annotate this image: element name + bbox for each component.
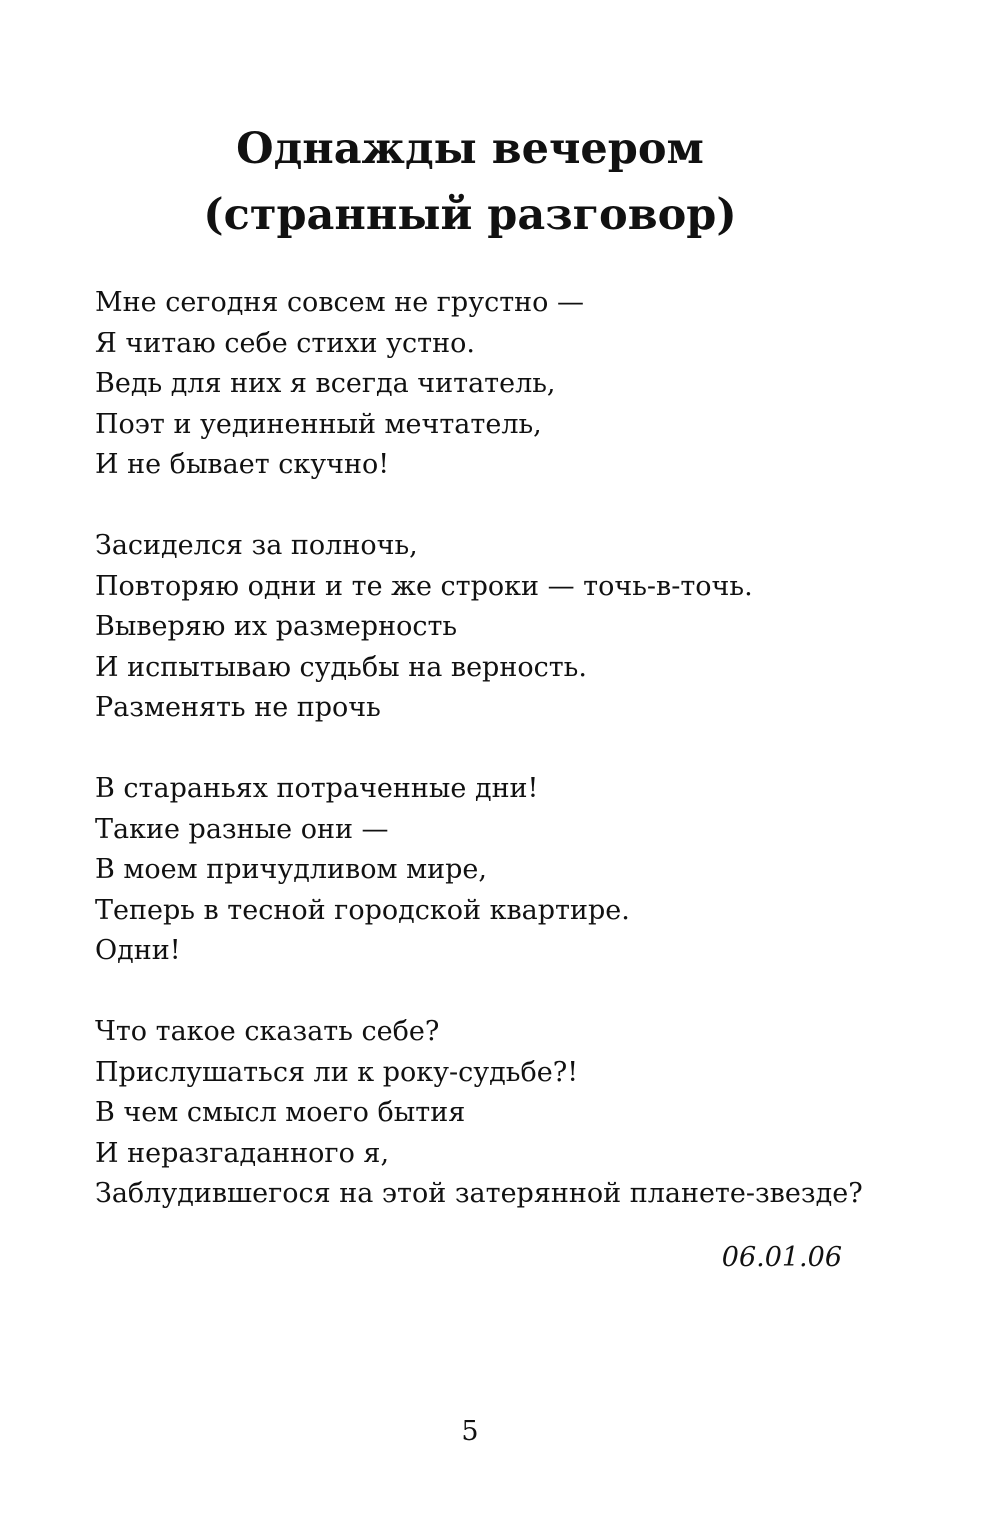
poem-line: Выверяю их размерность	[95, 611, 458, 642]
poem-line: Поэт и уединенный мечтатель,	[95, 408, 542, 440]
poem-line: Засиделся за полночь,	[95, 530, 418, 561]
poem-line: Мне сегодня совсем не грустно —	[95, 287, 584, 318]
poem-line: В стараньях потраченные дни!	[95, 773, 539, 804]
poem-date: 06.01.06	[721, 1242, 842, 1273]
poem-line: И неразгаданного я,	[95, 1137, 390, 1169]
poem-line: Заблудившегося на этой затерянной планете-звезде?	[95, 1178, 863, 1209]
poem-line: И испытываю судьбы на верность.	[95, 651, 587, 683]
stanza-2	[95, 526, 915, 729]
poem-title	[0, 116, 940, 248]
poem-line: И не бывает скучно!	[95, 449, 390, 480]
poem-line: Одни!	[95, 935, 181, 966]
page-number: 5	[461, 1416, 479, 1447]
poem-line: Теперь в тесной городской квартире.	[95, 894, 630, 926]
stanza-4	[95, 1012, 915, 1215]
poem-line: Прислушаться ли к року-судьбе?!	[95, 1056, 579, 1088]
poem-line: Я читаю себе стихи устно.	[95, 327, 475, 359]
poem-line: Ведь для них я всегда читатель,	[95, 368, 556, 399]
poem-line: Повторяю одни и те же строки — точь-в-точь.	[95, 570, 753, 602]
poem-title-line-1: Однажды вечером	[236, 124, 704, 174]
poem-line: Такие разные они —	[95, 813, 389, 845]
poem-title-line-2: (странный разговор)	[203, 190, 737, 240]
stanza-3	[95, 769, 915, 972]
poem-body	[95, 283, 915, 1255]
poem-line: В моем причудливом мире,	[95, 854, 487, 885]
poem-line: Разменять не прочь	[95, 692, 381, 723]
stanza-1	[95, 283, 915, 486]
poem-line: В чем смысл моего бытия	[95, 1097, 466, 1128]
poem-line: Что такое сказать себе?	[95, 1016, 440, 1047]
